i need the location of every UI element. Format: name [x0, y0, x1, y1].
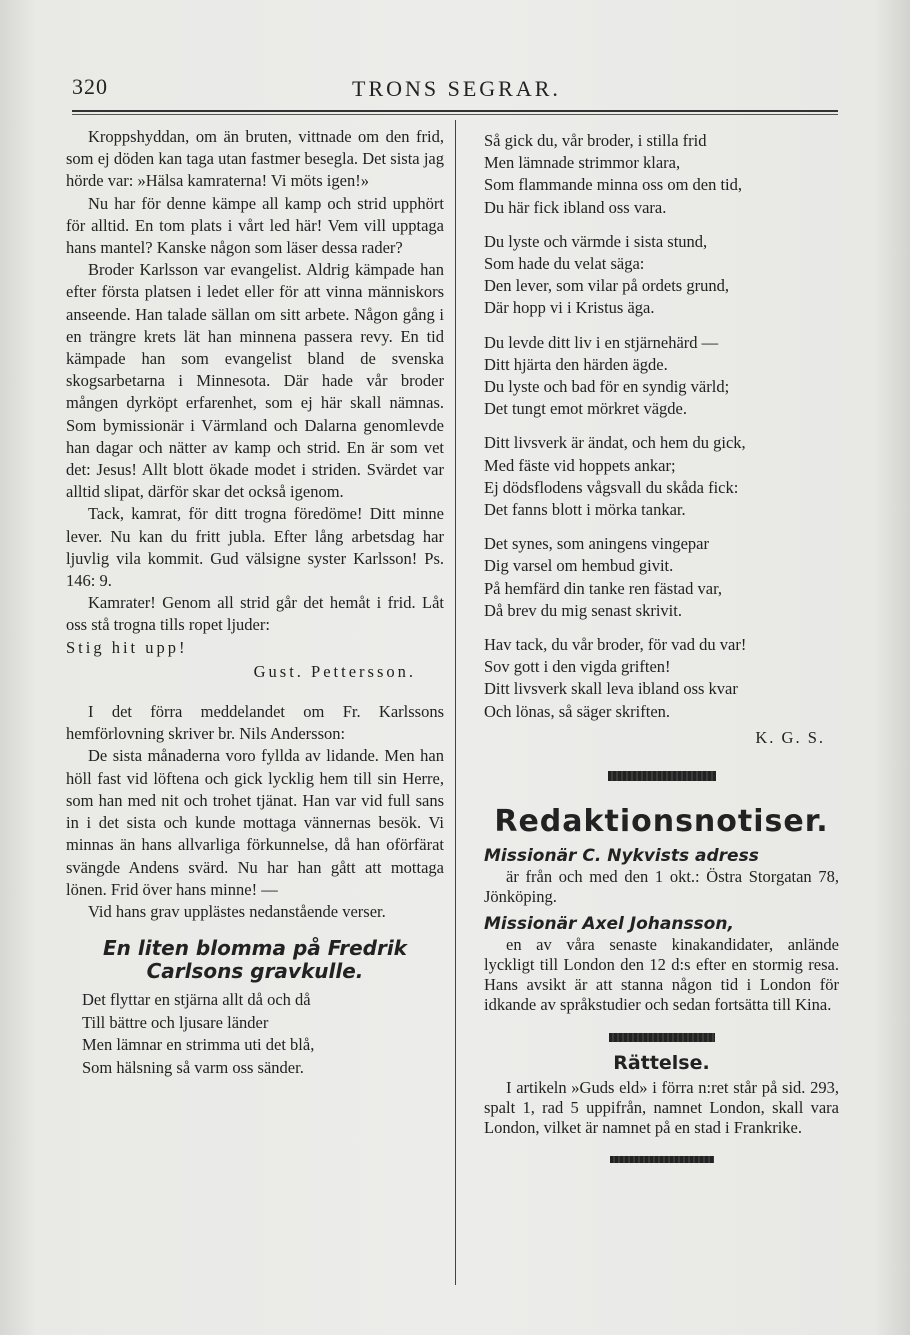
- body-paragraph: Nu har för denne kämpe all kamp och strid upphört för alltid. En tom plats i vårt led här! Vem vill upptaga hans mantel? Kanske någon som läser dessa rader?: [66, 193, 444, 258]
- closing-call: Stig hit upp!: [66, 637, 188, 657]
- section-title: Redaktionsnotiser.: [494, 804, 829, 840]
- header-rule-thin: [72, 114, 838, 115]
- notice-heading: Missionär C. Nykvists adress: [484, 846, 759, 867]
- poem-line: Du lyste och värmde i sista stund,: [484, 231, 708, 251]
- poem-line: Så gick du, vår broder, i stilla frid: [484, 131, 707, 150]
- notice: [484, 845, 839, 907]
- ornamental-divider: [610, 1156, 714, 1163]
- spacer: [66, 683, 444, 701]
- poem-line: Sov gott i den vigda griften!: [484, 657, 671, 677]
- poem-line: Ej dödsflodens vågsvall du skåda fick:: [484, 477, 739, 497]
- poem-line: Du lyste och bad för en syndig värld;: [484, 377, 730, 397]
- notice: [484, 913, 839, 1015]
- correction-text: I artikeln »Guds eld» i förra n:ret står på sid. 293, spalt 1, rad 5 uppifrån, namnet London, skall vara London, vilket är namnet på en stad i Frankrike.: [484, 1078, 839, 1138]
- notice-text: en av våra senaste kinakandidater, anlände lyckligt till London den 12 d:s efter en stormig resa. Hans avsikt är att stanna någon tid i London för idkande av språkstudier och sedan fortsätta till Kina.: [484, 935, 839, 1015]
- poem-line: Där hopp vi i Kristus äga.: [484, 298, 655, 318]
- poem-line: Hav tack, du vår broder, för vad du var!: [484, 635, 747, 655]
- ornamental-divider: [609, 1033, 715, 1042]
- notice-text: är från och med den 1 okt.: Östra Storgatan 78, Jönköping.: [484, 867, 839, 907]
- poem-line: Och lönas, så säger skriften.: [484, 701, 671, 721]
- right-column: [484, 130, 839, 1163]
- poem-line: På hemfärd din tanke ren fästad var,: [484, 578, 723, 598]
- poem-stanza: [484, 332, 839, 421]
- poem-stanza: [484, 634, 839, 723]
- notice-heading: Missionär Axel Johansson,: [484, 914, 734, 935]
- poem-stanza: [66, 989, 444, 1079]
- body-paragraph: Kroppshyddan, om än bruten, vittnade om den frid, som ej döden kan taga utan fastmer besegla. Det sista jag hörde var: »Hälsa kamraterna! Vi möts igen!»: [66, 127, 444, 191]
- page-number: 320: [72, 74, 108, 99]
- poem-line: Ditt livsverk är ändat, och hem du gick,: [484, 433, 746, 453]
- poem-line: Du här fick ibland oss vara.: [484, 197, 667, 217]
- poem-line: Dig varsel om hembud givit.: [484, 556, 674, 576]
- poem-line: Då brev du mig senast skrivit.: [484, 600, 682, 620]
- body-paragraph: Broder Karlsson var evangelist. Aldrig kämpade han efter första platsen i ledet eller för att vinna människors anseende. Han talade sällan om sitt arbete. Någon gång i en trängre krets lät han minnena passera revy. En tid kämpade han som evangelist bland de svenska skogsarbetarna i Minnesota. Där hade vår broder mången dyrköpt erfarenhet, som ej här skall nämnas. Som bymissionär i Värmland och Dalarna genomlevde han dagar och nätter av kamp och strid. En är som vet det: Jesus! Allt blott ökade modet i striden. Svärdet var alltid slipat, därför skar det också igenom.: [66, 260, 444, 502]
- poem-line: Men lämnar en strimma uti det blå,: [82, 1035, 315, 1055]
- header-rule: [72, 110, 838, 112]
- poem-line: Du levde ditt liv i en stjärnehärd —: [484, 332, 719, 352]
- poem-line: Ditt livsverk skall leva ibland oss kvar: [484, 679, 738, 699]
- body-paragraph: Vid hans grav upplästes nedanstående verser.: [88, 901, 386, 921]
- body-paragraph: De sista månaderna voro fyllda av lidande. Men han höll fast vid löftena och gick lycklig hem till sin Herre, som han med nit och trohet tjänat. Han var vid full sans in i det sista och kunde mottaga vännernas besök. Vi minnas än hans allvarliga förkunnelse, då han oförfärat svängde Andens svärd. Nu har han gått att mottaga lönen. Frid över hans minne! —: [66, 746, 444, 899]
- running-title: TRONS SEGRAR.: [352, 76, 561, 101]
- poem-line: Det flyttar en stjärna allt då och då: [82, 990, 311, 1010]
- poem-stanza: [484, 231, 839, 320]
- ornamental-divider: [608, 771, 716, 781]
- page-header: [72, 74, 842, 104]
- poem-line: Men lämnade strimmor klara,: [484, 153, 681, 173]
- poem-stanza: [484, 533, 839, 622]
- poem-line: Den lever, som vilar på ordets grund,: [484, 276, 729, 296]
- body-paragraph: Kamrater! Genom all strid går det hemåt i frid. Låt oss stå trogna tills ropet ljuder:: [66, 593, 444, 635]
- poem-line: Med fäste vid hoppets ankar;: [484, 455, 676, 475]
- poem-line: Som hade du velat säga:: [484, 254, 645, 274]
- author-signature: Gust. Pettersson.: [253, 661, 416, 681]
- body-paragraph: I det förra meddelandet om Fr. Karlssons hemförlovning skriver br. Nils Andersson:: [66, 702, 444, 744]
- poem-signature: K. G. S.: [755, 727, 825, 747]
- poem-line: Till bättre och ljusare länder: [82, 1012, 269, 1032]
- poem-line: Som hälsning så varm oss sänder.: [82, 1057, 304, 1077]
- correction-title: Rättelse.: [613, 1052, 710, 1075]
- poem-line: Ditt hjärta den härden ägde.: [484, 354, 668, 374]
- poem-line: Som flammande minna oss om den tid,: [484, 175, 743, 195]
- column-divider: [455, 120, 456, 1285]
- poem-line: Det fanns blott i mörka tankar.: [484, 500, 686, 520]
- left-column: [66, 126, 444, 1079]
- poem-title: En liten blomma på Fredrik Carlsons gravkulle.: [103, 936, 407, 984]
- body-paragraph: Tack, kamrat, för ditt trogna föredöme! Ditt minne lever. Nu kan du fritt jubla. Efter lång arbetsdag har ljuvlig vila kommit. Gud välsigne syster Karlsson! Ps. 146: 9.: [66, 504, 444, 591]
- poem-line: Det tungt emot mörkret vägde.: [484, 399, 687, 419]
- poem-stanza: [484, 130, 839, 219]
- poem-line: Det synes, som aningens vingepar: [484, 534, 709, 554]
- poem-stanza: [484, 432, 839, 521]
